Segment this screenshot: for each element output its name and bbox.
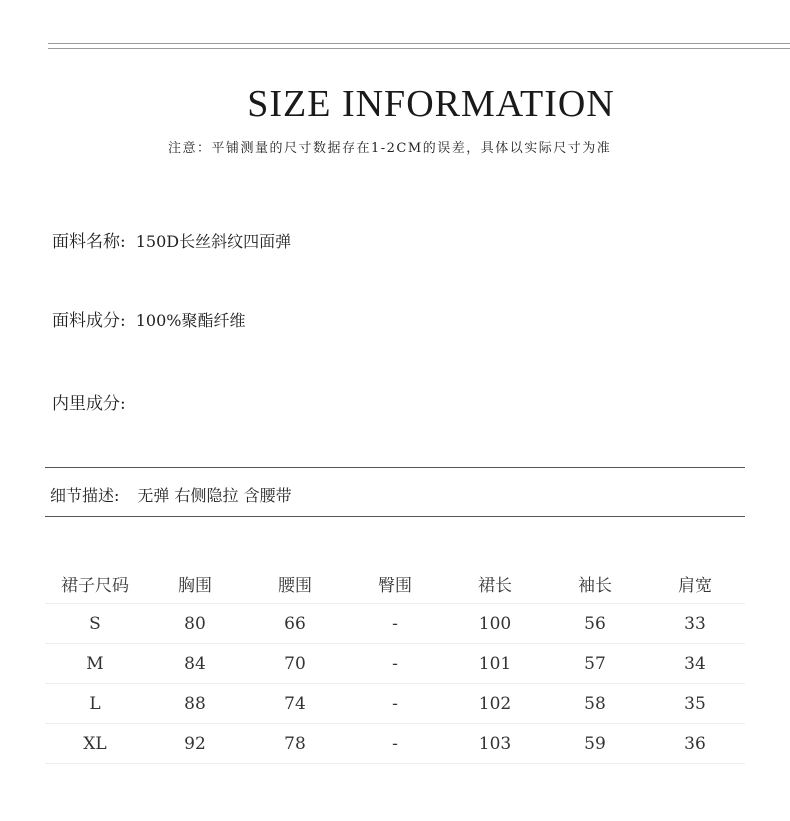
- fabric-composition-label: 面料成分:: [52, 311, 126, 331]
- table-cell: 34: [645, 644, 745, 684]
- table-cell: 58: [545, 684, 645, 724]
- header-bust: 胸围: [145, 563, 245, 604]
- table-cell: M: [45, 644, 145, 684]
- table-cell: 36: [645, 724, 745, 764]
- table-cell: 84: [145, 644, 245, 684]
- table-cell: 59: [545, 724, 645, 764]
- table-cell: 80: [145, 604, 245, 644]
- table-cell: 74: [245, 684, 345, 724]
- lining-composition-label: 内里成分:: [52, 394, 126, 414]
- table-cell: 66: [245, 604, 345, 644]
- table-cell: -: [345, 604, 445, 644]
- table-cell: 35: [645, 684, 745, 724]
- header-size: 裙子尺码: [45, 563, 145, 604]
- size-table: [45, 563, 745, 764]
- table-cell: 100: [445, 604, 545, 644]
- table-cell: 101: [445, 644, 545, 684]
- table-cell: 92: [145, 724, 245, 764]
- header-waist: 腰围: [245, 563, 345, 604]
- table-cell: L: [45, 684, 145, 724]
- header-hip: 臀围: [345, 563, 445, 604]
- top-divider-line-2: [48, 48, 790, 49]
- header-shoulder-width: 肩宽: [645, 563, 745, 604]
- fabric-name-row: [52, 227, 291, 252]
- table-cell: 103: [445, 724, 545, 764]
- table-cell: -: [345, 644, 445, 684]
- table-cell: 78: [245, 724, 345, 764]
- table-cell: 56: [545, 604, 645, 644]
- table-cell: -: [345, 724, 445, 764]
- header-skirt-length: 裙长: [445, 563, 545, 604]
- table-row: [45, 724, 745, 764]
- fabric-name-label: 面料名称:: [52, 232, 126, 252]
- table-cell: 88: [145, 684, 245, 724]
- table-row: [45, 604, 745, 644]
- fabric-composition-row: [52, 306, 245, 331]
- page-title: SIZE INFORMATION: [247, 83, 615, 125]
- details-row: [50, 483, 292, 506]
- details-label: 细节描述:: [50, 486, 120, 505]
- table-cell: 57: [545, 644, 645, 684]
- fabric-composition-value: 100%聚酯纤维: [135, 311, 246, 330]
- lining-composition-row: [52, 389, 136, 414]
- details-value: 无弹 右侧隐拉 含腰带: [137, 486, 292, 505]
- measurement-note: 注意：平铺测量的尺寸数据存在1-2CM的误差，具体以实际尺寸为准: [168, 141, 612, 156]
- table-header-row: [45, 563, 745, 604]
- table-cell: XL: [45, 724, 145, 764]
- table-row: [45, 684, 745, 724]
- header-sleeve-length: 袖长: [545, 563, 645, 604]
- table-cell: -: [345, 684, 445, 724]
- table-cell: 70: [245, 644, 345, 684]
- table-cell: 102: [445, 684, 545, 724]
- details-bottom-divider: [45, 516, 745, 517]
- details-top-divider: [45, 467, 745, 468]
- table-cell: S: [45, 604, 145, 644]
- table-cell: 33: [645, 604, 745, 644]
- fabric-name-value: 150D长丝斜纹四面弹: [135, 232, 292, 251]
- top-divider-line-1: [48, 43, 790, 44]
- table-row: [45, 644, 745, 684]
